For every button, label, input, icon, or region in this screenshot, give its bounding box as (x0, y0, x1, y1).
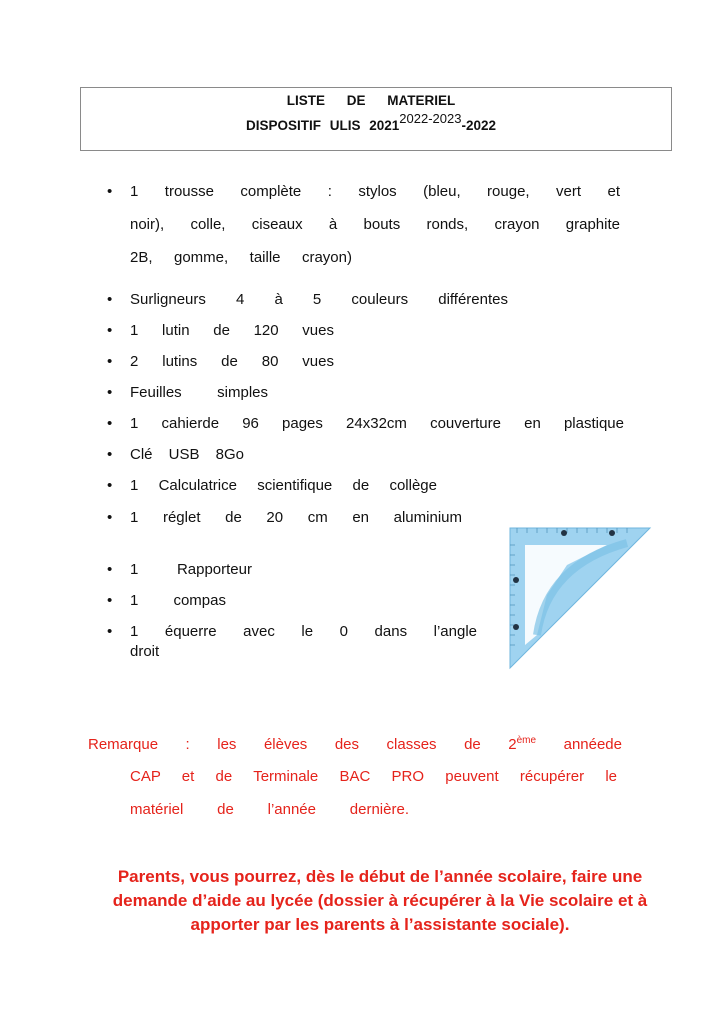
set-square-image (507, 525, 652, 670)
list-item-line: Surligneurs 4 à 5 couleurs différentes (130, 291, 508, 308)
remark-superscript: ème (516, 735, 537, 746)
list-item-line: noir), colle, ciseaux à bouts ronds, crayon graphite (130, 216, 620, 233)
list-item-line: 1 compas (130, 592, 226, 609)
remark-text: Remarque : les élèves des classes de 2 (88, 736, 517, 753)
list-item-line: droit (130, 643, 160, 660)
bullet: • (107, 322, 113, 339)
list-item-line: 2B, gomme, taille crayon) (130, 249, 352, 266)
list-item-line: 1 cahierde 96 pages 24x32cm couverture en plastique (130, 415, 624, 432)
bullet: • (107, 353, 113, 370)
list-item-line: 1 trousse complète : stylos (bleu, rouge, vert et (130, 183, 620, 200)
list-item-line: Clé USB 8Go (130, 446, 244, 463)
bullet: • (107, 384, 113, 401)
bullet: • (107, 183, 113, 200)
bullet: • (107, 291, 113, 308)
header-box (80, 87, 672, 151)
subtitle-main: DISPOSITIF ULIS 2021 (246, 118, 400, 133)
bullet: • (107, 592, 113, 609)
bullet: • (107, 446, 113, 463)
bullet: • (107, 623, 113, 640)
list-item-line: 1 réglet de 20 cm en aluminium (130, 509, 462, 526)
subtitle-end: -2022 (461, 118, 496, 133)
bullet: • (107, 561, 113, 578)
remark-line: CAP et de Terminale BAC PRO peuvent récupérer le (130, 768, 617, 785)
notice-line: apporter par les parents à l’assistante sociale). (190, 915, 570, 934)
list-item-line: 1 Rapporteur (130, 561, 252, 578)
list-item-line: Feuilles simples (130, 384, 268, 401)
list-item-line: 1 lutin de 120 vues (130, 322, 334, 339)
document-title: LISTE DE MATERIEL (286, 93, 456, 108)
subtitle-superscript: 2022-2023 (399, 111, 462, 126)
list-item-line: 1 équerre avec le 0 dans l’angle (130, 623, 477, 640)
remark-line (88, 736, 622, 754)
document-subtitle (71, 111, 671, 133)
bullet: • (107, 415, 113, 432)
notice-line: demande d’aide au lycée (dossier à récupérer à la Vie scolaire et à (112, 891, 648, 910)
list-item-line: 1 Calculatrice scientifique de collège (130, 477, 437, 494)
list-item-line: 2 lutins de 80 vues (130, 353, 334, 370)
remark-text: annéede (536, 736, 622, 753)
notice-line: Parents, vous pourrez, dès le début de l’année scolaire, faire une (117, 867, 643, 886)
bullet: • (107, 477, 113, 494)
bullet: • (107, 509, 113, 526)
remark-line: matériel de l’année dernière. (130, 801, 409, 818)
